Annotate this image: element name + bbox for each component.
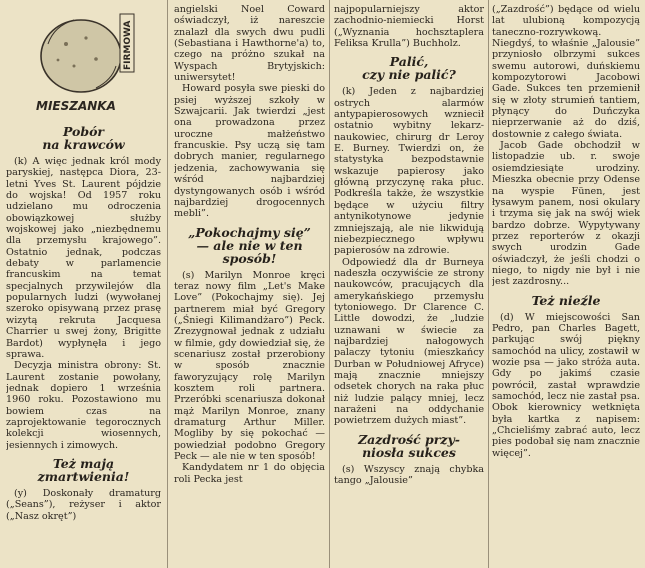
paragraph: (k) Jeden z najbardziej ostrych alarmów antypapierosowych wzniecił ostatnio wybitny lekarz-naukowiec, chirurg dr Leroy E. Burney. Twierdzi on, że statystyka bezpodstawnie wskazuje papierosy jako główną przyczynę raka płuc. Podkreśla także, że wszystkie będące w użyciu filtry antynikotynowe jedynie zmniejszają, ale nie likwidują niebezpiecznego wpływu papierosów na zdrowie. bbox=[334, 86, 484, 257]
paragraph: (s) Wszyscy znają chybka tango „Jalousie” bbox=[334, 463, 484, 487]
column-rule bbox=[167, 0, 168, 568]
paragraph: angielski Noel Coward oświadczył, iż nareszcie znalazł dla swych dwu pudli (Sebastiana i Hawthorne'a) to, czego na próżno szukał na Wyspach Brytyjskich: uniwersytet! bbox=[174, 4, 325, 84]
headline-pobor: Pobór na krawców bbox=[42, 124, 125, 152]
column-rule bbox=[329, 0, 330, 568]
svg-text:MIESZANKA: MIESZANKA bbox=[36, 99, 116, 113]
paragraph: („Zazdrość”) będące od wielu lat ulubioną kompozycją taneczno-rozrywkową. Niegdyś, to właśnie „Jalousie” przyniosło olbrzymi sukces swemu autorowi, duńskiemu kompozytorowi Jacobowi Gade. Sukces ten przemienił się w złoty strumień tantiem, płynący do Duńczyka nieprzerwanie aż do dziś, dostownie z całego świata. bbox=[492, 4, 640, 140]
headline-pokochajmy: „Pokochajmy się” — ale nie w ten sposób! bbox=[188, 224, 311, 266]
paragraph: Howard posyła swe pieski do psiej wyższej szkoły w Szwajcarii. Jak twierdzi „jest ona prowadzona przez uroczne małżeństwo francuskie. Psy uczą się tam dobrych manier, regularnego jedzenia, zachowywania się wśród najbardziej dystyngowanych osób i wśród najbardziej drogocennych mebli”. bbox=[174, 83, 325, 220]
column-3 bbox=[334, 4, 484, 568]
headline-zmartwienia: Też mają zmartwienia! bbox=[37, 455, 130, 484]
lemon-logo-icon bbox=[26, 4, 141, 119]
paragraph: Odpowiedź dla dr Burneya nadeszła oczywiście ze strony naukowców, pracujących dla amerykańskiego przemysłu tytoniowego. Dr Clarence C. Little dowodzi, że „ludzie uznawani w świecie za najbardziej nałogowych palaczy tytoniu (mieszkańcy Durban w Południowej Afryce) mają znacznie mniejszy odsetek chorych na raka płuc niż ludzie palący mniej, lecz narażeni na oddychanie powietrzem dużych miast”. bbox=[334, 256, 484, 427]
paragraph: (y) Doskonały dramaturg („Seans”), reżyser i aktor („Nasz okręt”) bbox=[6, 487, 161, 522]
paragraph: najpopularniejszy aktor zachodnio-niemiecki Horst („Wyznania hochsztaplera Feliksa Krulla”) Buchholz. bbox=[334, 4, 484, 50]
paragraph: Decyzja ministra obrony: St. Laurent zostanie powołany, jednak dopiero 1 września 1960 roku. Pozostawiono mu bowiem czas na zaprojektowanie tegorocznych kolekcji wiosennych, jesiennych i zimowych. bbox=[6, 360, 161, 451]
column-1 bbox=[6, 4, 161, 568]
paragraph: (k) A więc jednak król mody paryskiej, następca Diora, 23-letni Yves St. Laurent pójdzie do wojska! Od 1957 roku udzielano mu odroczenia obowiązkowej służby wojskowej jako „niezbędnemu dla przemysłu krajowego”. Ostatnio jednak, podczas debaty w parlamencie francuskim na temat specjalnych przywilejów dla popularnych ludzi (wywołanej szeroko opisywaną przez prasę wizytą rekruta Jacquesa Charrier u swej żony, Brigitte Bardot) wypłynęła i jego sprawa. bbox=[6, 156, 161, 360]
paragraph: Kandydatem nr 1 do objęcia roli Pecka jest bbox=[174, 462, 325, 485]
headline-niezle: Też nieźle bbox=[531, 292, 601, 308]
column-rule bbox=[488, 0, 489, 568]
headline-palic: Palić, czy nie palić? bbox=[362, 54, 456, 83]
paragraph: Jacob Gade obchodził w listopadzie ub. r. swoje osiemdziesiąte urodziny. Mieszka obecnie przy Odense na wyspie Fünen, jest łysawym panem, nosi okulary i trzyma się jak na swój wiek bardzo dobrze. Wypytywany przez reporterów z okazji swych urodzin Gade oświadczył, że jeśli chodzi o niego, to nigdy nie był i nie jest zazdrosny... bbox=[492, 140, 640, 288]
column-4 bbox=[492, 4, 640, 568]
section-logo bbox=[6, 4, 161, 119]
paragraph: (s) Marilyn Monroe kręci teraz nowy film „Let's Make Love” (Pokochajmy się). Jej partnerem miał być Gregory („Śniegi Kilimandżaro”) Peck. Zrezygnował jednak z udziału w filmie, gdy dowiedział się, że scenariusz został przerobiony w sposób znacznie faworyzujący rolę Marilyn kosztem roli partnera. Przeróbki scenariusza dokonał mąż Marilyn Monroe, znany dramaturg Arthur Miller. Mogliby by się pokochać — powiedział podobno Gregory Peck — ale nie w ten sposób! bbox=[174, 269, 325, 463]
paragraph: (d) W miejscowości San Pedro, pan Charles Bagett, parkując swój piękny samochód na ulicy, zostawił w wozie psa — jako stróża auta. Gdy po jakimś czasie powrócił, zastał wprawdzie samochód, lecz nie zastał psa. Obok kierownicy wetknięta była kartka z napisem: „Chcieliśmy zabrać auto, lecz pies podobał się nam znacznie więcej”. bbox=[492, 311, 640, 459]
svg-text:FIRMOWA: FIRMOWA bbox=[123, 20, 133, 70]
headline-zazdrosc: Zazdrość przy- niosła sukces bbox=[358, 431, 460, 460]
column-2 bbox=[174, 4, 325, 568]
